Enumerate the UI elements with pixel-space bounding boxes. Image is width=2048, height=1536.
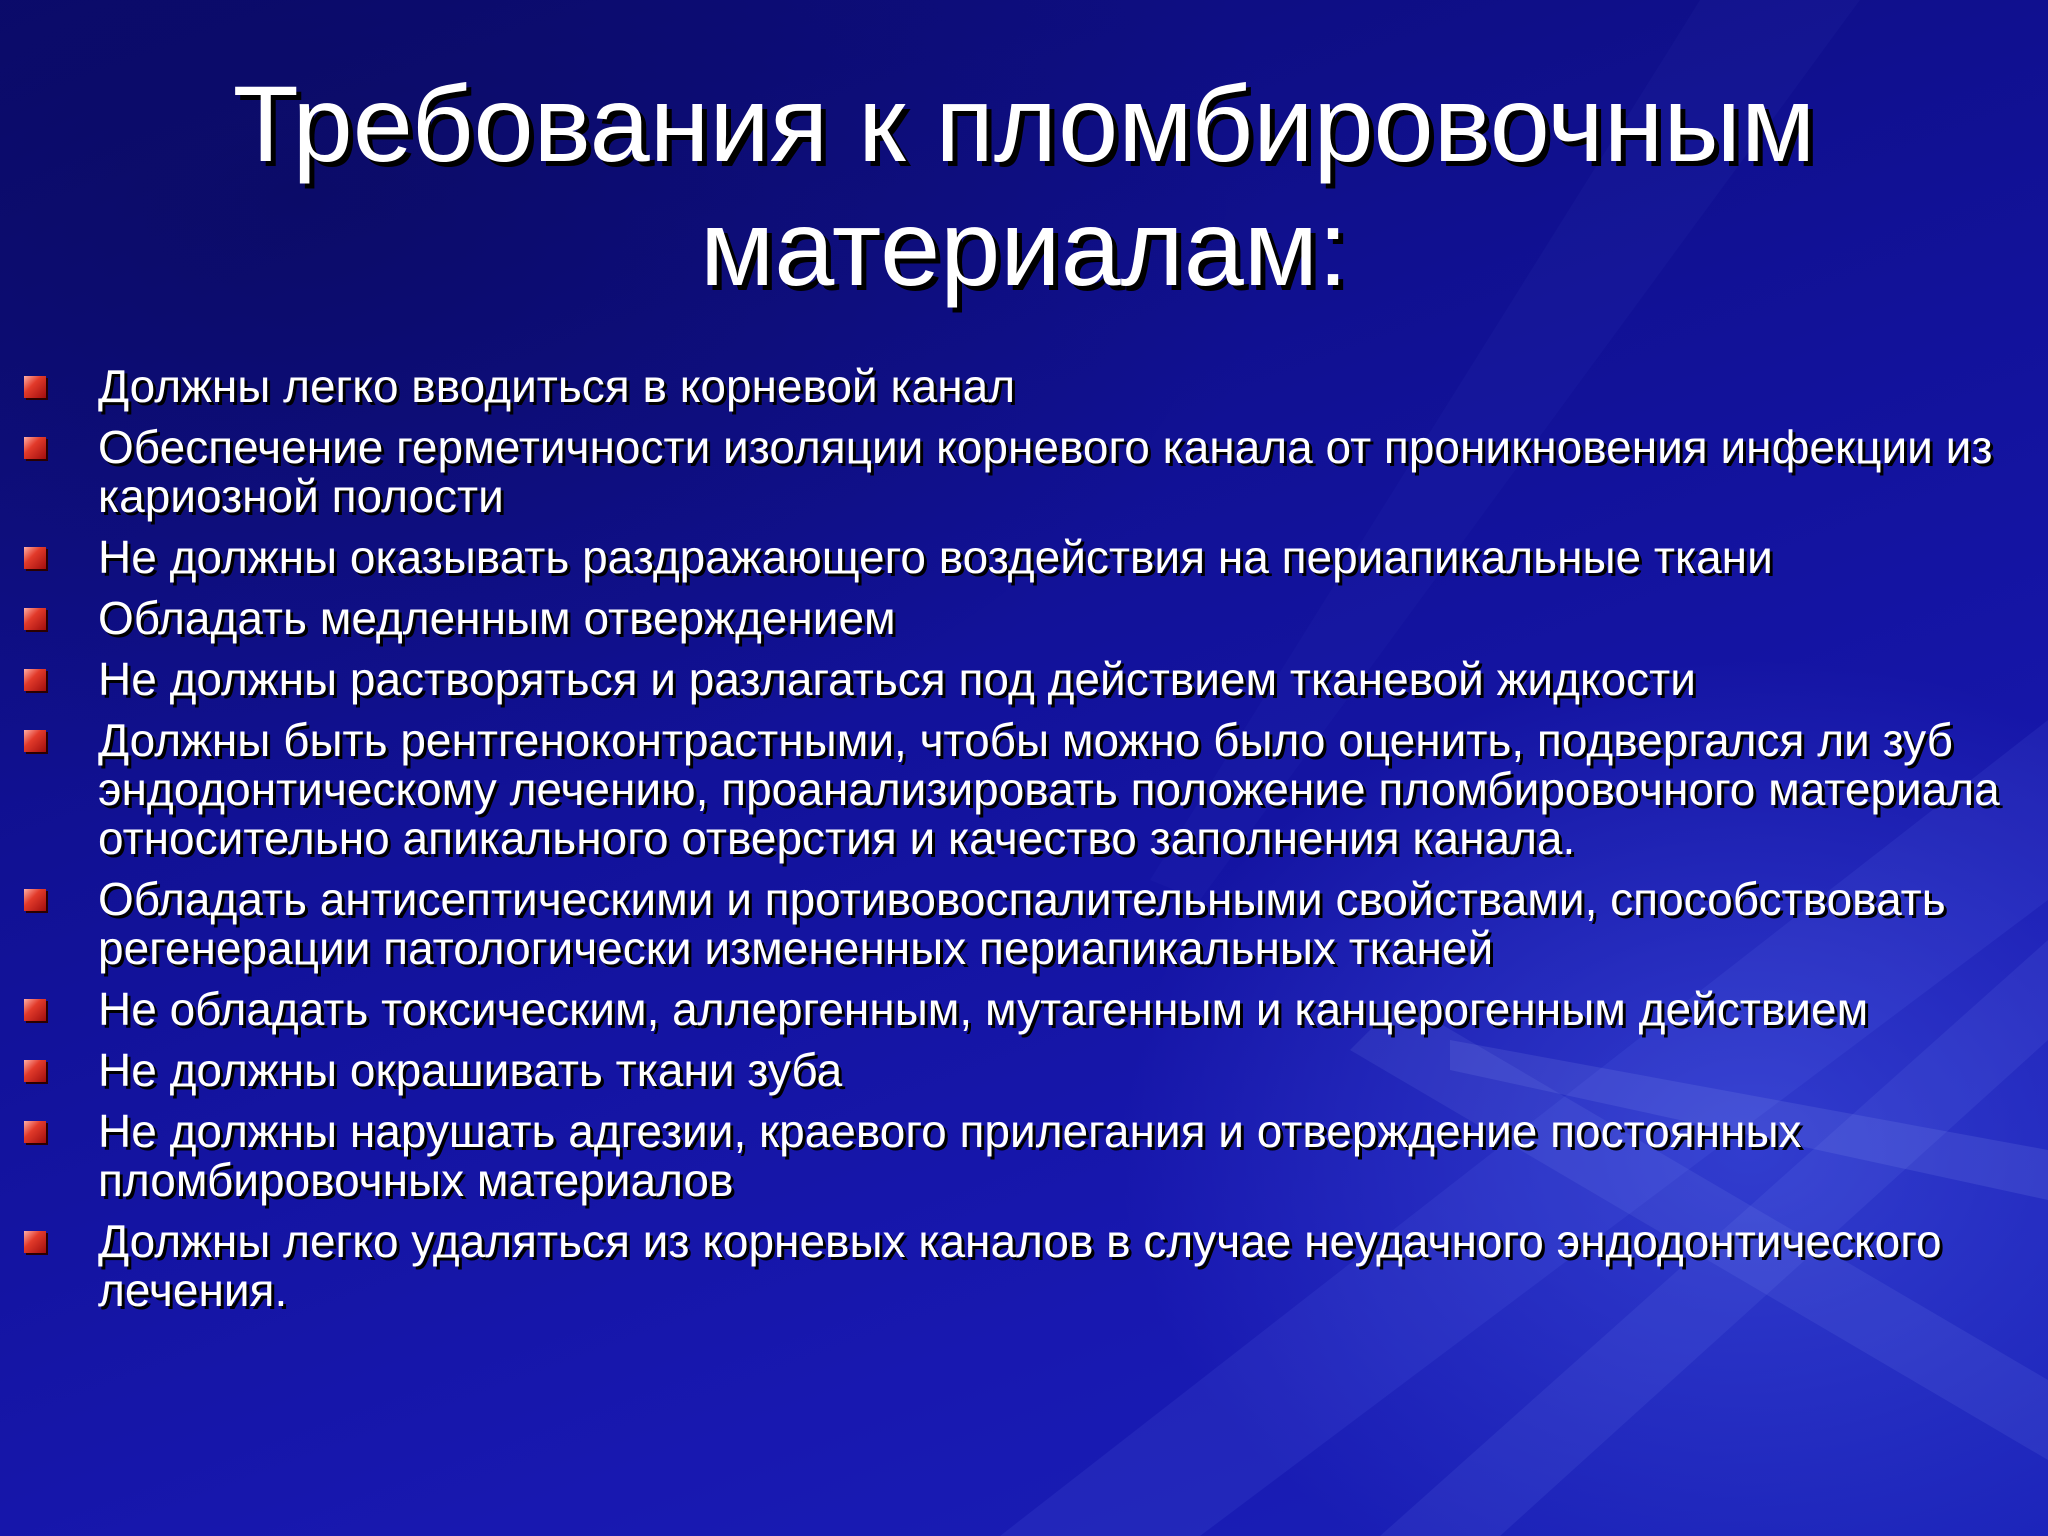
bullet-square-icon (24, 376, 46, 398)
list-item-text: Не должны нарушать адгезии, краевого прилегания и отверждение постоянных пломбировочных материалов (98, 1105, 1802, 1206)
bullet-square-icon (24, 1060, 46, 1082)
list-item-text: Не обладать токсическим, аллергенным, мутагенным и канцерогенным действием (98, 983, 1869, 1035)
list-item (0, 655, 2048, 704)
bullet-square-icon (24, 730, 46, 752)
list-item (0, 594, 2048, 643)
bullet-square-icon (24, 547, 46, 569)
list-item-text: Не должны растворяться и разлагаться под действием тканевой жидкости (98, 653, 1696, 705)
list-item-text: Не должны окрашивать ткани зуба (98, 1044, 843, 1096)
slide-title-line-1: Требования к пломбировочным (232, 63, 1816, 184)
list-item (0, 1217, 2048, 1315)
list-item (0, 1046, 2048, 1095)
bullet-square-icon (24, 1121, 46, 1143)
list-item-text: Обладать антисептическими и противовоспалительными свойствами, способствовать регенерации патологически измененных периапикальных тканей (98, 873, 1946, 974)
bullet-square-icon (24, 999, 46, 1021)
list-item (0, 362, 2048, 411)
bullet-square-icon (24, 1231, 46, 1253)
bullet-square-icon (24, 608, 46, 630)
list-item-text: Должны легко удаляться из корневых каналов в случае неудачного эндодонтического лечения. (98, 1215, 1942, 1316)
slide-title (0, 62, 2048, 310)
bullet-square-icon (24, 437, 46, 459)
list-item (0, 1107, 2048, 1205)
list-item (0, 716, 2048, 863)
list-item-text: Обладать медленным отверждением (98, 592, 896, 644)
requirements-list (0, 362, 2048, 1327)
bullet-square-icon (24, 669, 46, 691)
list-item-text: Должны быть рентгеноконтрастными, чтобы можно было оценить, подвергался ли зуб эндодонтическому лечению, проанализировать положение пломбировочного материала относительно апикального отверстия и качество заполнения канала. (98, 714, 2000, 864)
slide-title-line-2: материалам: (699, 187, 1349, 308)
list-item-text: Обеспечение герметичности изоляции корневого канала от проникновения инфекции из кариозной полости (98, 421, 1993, 522)
list-item (0, 533, 2048, 582)
list-item-text: Должны легко вводиться в корневой канал (98, 360, 1016, 412)
list-item (0, 875, 2048, 973)
bullet-square-icon (24, 889, 46, 911)
list-item-text: Не должны оказывать раздражающего воздействия на периапикальные ткани (98, 531, 1773, 583)
list-item (0, 423, 2048, 521)
list-item (0, 985, 2048, 1034)
